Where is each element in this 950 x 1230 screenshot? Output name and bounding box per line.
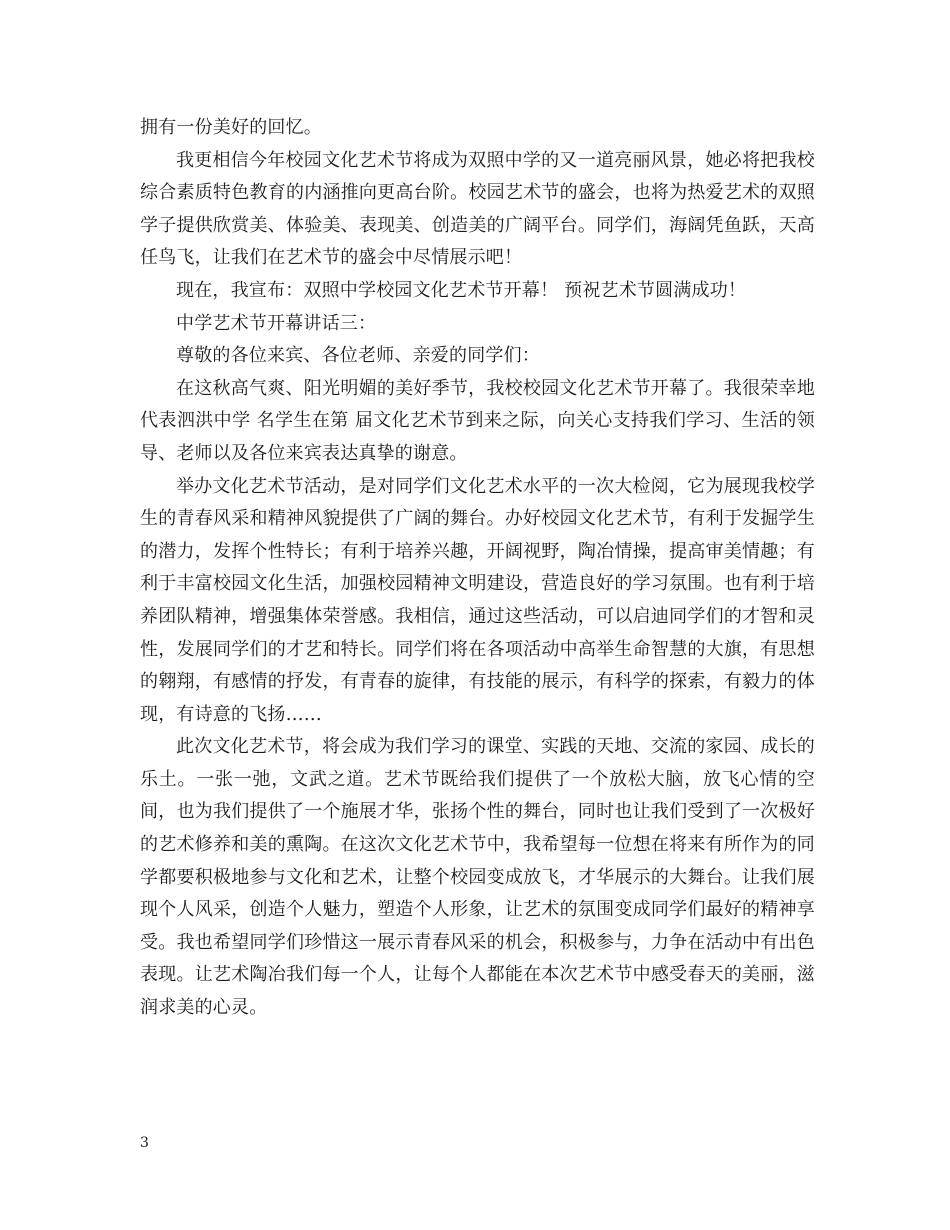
paragraph-4: 中学艺术节开幕讲话三：: [176, 312, 377, 334]
paragraph-6: 在这秋高气爽、阳光明媚的美好季节，我校校园文化艺术节开幕了。我很荣幸地代表泗洪中学 名学生在第 届文化艺术节到来之际，向关心支持我们学习、生活的领导、老师以及各位来宾表达真挚的谢意。: [140, 377, 815, 464]
document-body: [140, 112, 815, 1025]
paragraph-5: 尊敬的各位来宾、各位老师、亲爱的同学们：: [176, 345, 540, 367]
paragraph-2: 我更相信今年校园文化艺术节将成为双照中学的又一道亮丽风景，她必将把我校综合素质特色教育的内涵推向更高台阶。校园艺术节的盛会，也将为热爱艺术的双照学子提供欣赏美、体验美、表现美、创造美的广阔平台。同学们，海阔凭鱼跃，天高任鸟飞，让我们在艺术节的盛会中尽情展示吧！: [140, 149, 815, 269]
paragraph-3: 现在，我宣布：双照中学校园文化艺术节开幕！ 预祝艺术节圆满成功！: [176, 279, 747, 301]
page-number: 3: [140, 1135, 149, 1151]
paragraph-7: 举办文化艺术节活动，是对同学们文化艺术水平的一次大检阅，它为展现我校学生的青春风采和精神风貌提供了广阔的舞台。办好校园文化艺术节，有利于发掘学生的潜力，发挥个性特长；有利于培养兴趣，开阔视野，陶冶情操，提高审美情趣；有利于丰富校园文化生活，加强校园精神文明建设，营造良好的学习氛围。也有利于培养团队精神，增强集体荣誉感。我相信，通过这些活动，可以启迪同学们的才智和灵性，发展同学们的才艺和特长。同学们将在各项活动中高举生命智慧的大旗，有思想的翱翔，有感情的抒发，有青春的旋律，有技能的展示，有科学的探索，有毅力的体现，有诗意的飞扬……: [140, 475, 815, 725]
paragraph-8: 此次文化艺术节，将会成为我们学习的课堂、实践的天地、交流的家园、成长的乐土。一张一弛，文武之道。艺术节既给我们提供了一个放松大脑，放飞心情的空间，也为我们提供了一个施展才华，张扬个性的舞台，同时也让我们受到了一次极好的艺术修养和美的熏陶。在这次文化艺术节中，我希望每一位想在将来有所作为的同学都要积极地参与文化和艺术，让整个校园变成放飞，才华展示的大舞台。让我们展现个人风采，创造个人魅力，塑造个人形象，让艺术的氛围变成同学们最好的精神享受。我也希望同学们珍惜这一展示青春风采的机会，积极参与，力争在活动中有出色表现。让艺术陶冶我们每一个人，让每个人都能在本次艺术节中感受春天的美丽，滋润求美的心灵。: [140, 736, 815, 1019]
paragraph-1: 拥有一份美好的回忆。: [140, 117, 322, 138]
